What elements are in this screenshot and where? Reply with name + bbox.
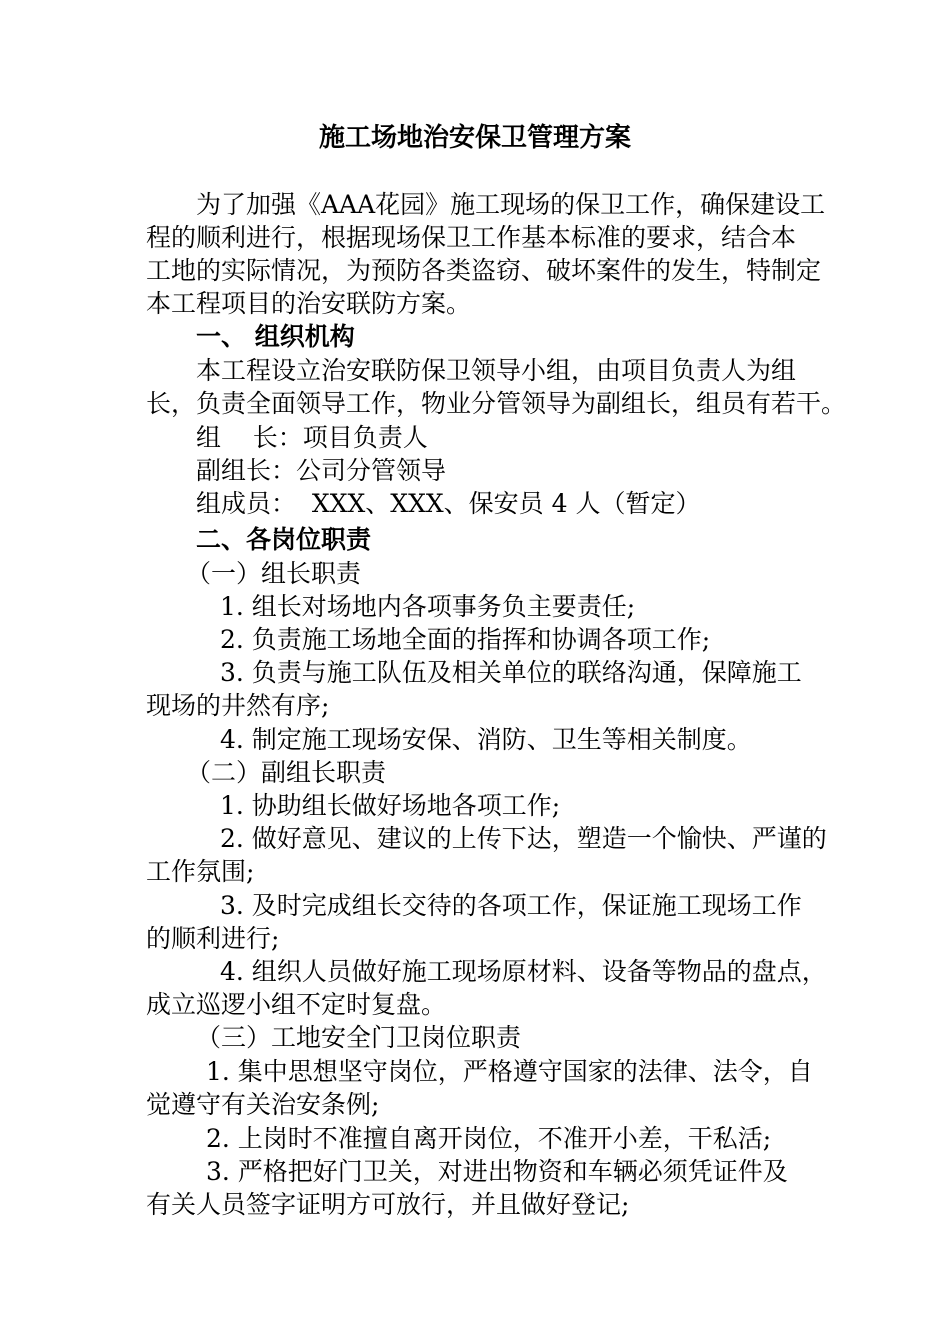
- list-item: 4. 组织人员做好施工现场原材料、设备等物品的盘点，: [220, 957, 827, 986]
- list-item: 觉遵守有关治安条例;: [146, 1090, 380, 1119]
- organization-text: 长，负责全面领导工作，物业分管领导为副组长，组员有若干。: [146, 389, 847, 418]
- leader-line: 组 长：项目负责人: [196, 423, 428, 452]
- deputy-line: 副组长：公司分管领导: [196, 456, 447, 485]
- list-item: 1. 集中思想坚守岗位，严格遵守国家的法律、法令，自: [206, 1057, 813, 1086]
- list-item: 2. 做好意见、建议的上传下达，塑造一个愉快、严谨的: [220, 824, 827, 853]
- organization-text: 本工程设立治安联防保卫领导小组，由项目负责人为组: [196, 356, 797, 385]
- section-heading-duties: 二、各岗位职责: [196, 525, 372, 554]
- list-item: 有关人员签字证明方可放行，并且做好登记;: [146, 1190, 630, 1219]
- section-heading-organization: 一、 组织机构: [196, 322, 355, 351]
- subsection-heading-guard: （三）工地安全门卫岗位职责: [196, 1023, 522, 1052]
- document-title: 施工场地治安保卫管理方案: [318, 123, 631, 153]
- intro-line: 工地的实际情况，为预防各类盗窃、破坏案件的发生，特制定: [146, 256, 822, 285]
- intro-line: 程的顺利进行，根据现场保卫工作基本标准的要求，结合本: [146, 223, 797, 252]
- list-item: 工作氛围;: [146, 857, 255, 886]
- intro-line: 为了加强《AAA花园》施工现场的保卫工作，确保建设工: [196, 190, 826, 219]
- list-item: 成立巡逻小组不定时复盘。: [146, 990, 447, 1019]
- list-item: 3. 负责与施工队伍及相关单位的联络沟通，保障施工: [220, 658, 802, 687]
- list-item: 4. 制定施工现场安保、消防、卫生等相关制度。: [220, 725, 752, 754]
- subsection-heading-deputy: （二）副组长职责: [186, 758, 387, 787]
- list-item: 3. 及时完成组长交待的各项工作，保证施工现场工作: [220, 891, 802, 920]
- subsection-heading-leader: （一）组长职责: [186, 559, 362, 588]
- list-item: 3. 严格把好门卫关，对进出物资和车辆必须凭证件及: [206, 1157, 788, 1186]
- list-item: 1. 组长对场地内各项事务负主要责任;: [220, 592, 636, 621]
- list-item: 1. 协助组长做好场地各项工作;: [220, 791, 561, 820]
- members-line: 组成员： XXX、XXX、保安员 4 人（暂定）: [196, 489, 701, 518]
- list-item: 2. 负责施工场地全面的指挥和协调各项工作;: [220, 625, 711, 654]
- list-item: 2. 上岗时不准擅自离开岗位，不准开小差，干私活;: [206, 1124, 772, 1153]
- list-item: 现场的井然有序;: [146, 691, 330, 720]
- list-item: 的顺利进行;: [146, 924, 280, 953]
- intro-line: 本工程项目的治安联防方案。: [146, 289, 472, 318]
